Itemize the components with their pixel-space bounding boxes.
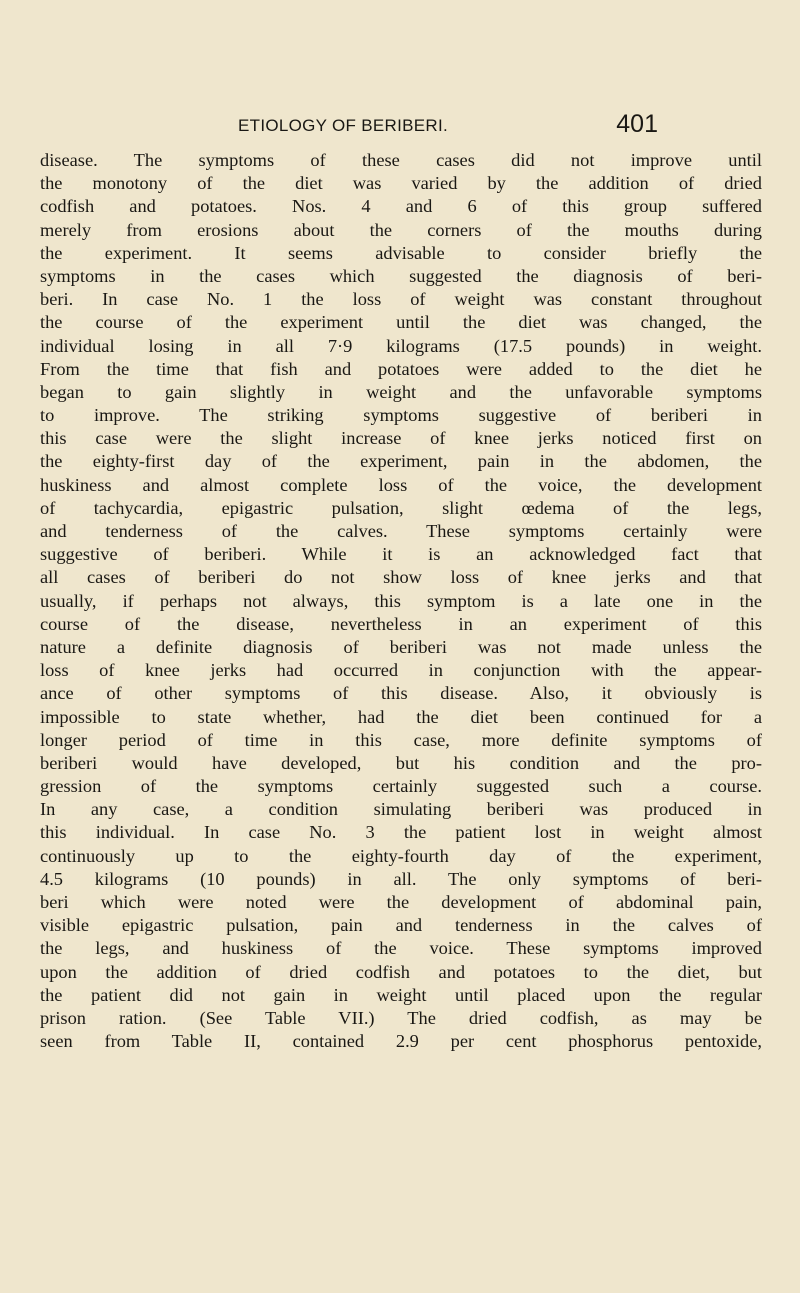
text-line: beri. In case No. 1 the loss of weight was constant throughout	[40, 289, 762, 310]
text-line: codfish and potatoes. Nos. 4 and 6 of this group suffered	[40, 196, 762, 217]
text-line: ance of other symptoms of this disease. Also, it obviously is	[40, 683, 762, 704]
text-line: the course of the experiment until the diet was changed, the	[40, 312, 762, 333]
text-line: the legs, and huskiness of the voice. These symptoms improved	[40, 938, 762, 959]
text-line: merely from erosions about the corners of the mouths during	[40, 219, 762, 240]
text-line: huskiness and almost complete loss of the voice, the development	[40, 474, 762, 495]
text-line: began to gain slightly in weight and the unfavorable symptoms	[40, 381, 762, 402]
text-line: beri which were noted were the development of abdominal pain,	[40, 892, 762, 912]
text-line: longer period of time in this case, more definite symptoms of	[40, 729, 762, 750]
text-line: this individual. In case No. 3 the patient lost in weight almost	[40, 822, 762, 843]
text-line: and tenderness of the calves. These symptoms certainly were	[40, 521, 762, 541]
text-line: usually, if perhaps not always, this symptom is a late one in the	[40, 590, 762, 611]
text-line: this case were the slight increase of knee jerks noticed first on	[40, 428, 762, 449]
text-line: beriberi would have developed, but his condition and the pro-	[40, 752, 762, 773]
text-line: gression of the symptoms certainly suggested such a course.	[40, 776, 762, 797]
text-line: loss of knee jerks had occurred in conjunction with the appear-	[40, 660, 762, 681]
text-line: prison ration. (See Table VII.) The dried codfish, as may be	[40, 1007, 762, 1028]
text-line: individual losing in all 7·9 kilograms (17.5 pounds) in weight.	[40, 335, 762, 356]
text-line: upon the addition of dried codfish and potatoes to the diet, but	[40, 961, 762, 982]
text-line: of tachycardia, epigastric pulsation, slight œdema of the legs,	[40, 497, 762, 518]
text-line: In any case, a condition simulating beriberi was produced in	[40, 799, 762, 820]
text-line: 4.5 kilograms (10 pounds) in all. The only symptoms of beri-	[40, 868, 762, 889]
text-line: visible epigastric pulsation, pain and tenderness in the calves of	[40, 915, 762, 936]
text-line: disease. The symptoms of these cases did not improve until	[40, 150, 762, 170]
running-head	[238, 110, 658, 140]
running-title: ETIOLOGY OF BERIBERI.	[238, 116, 449, 135]
text-line: the monotony of the diet was varied by the addition of dried	[40, 173, 762, 194]
text-line: the patient did not gain in weight until placed upon the regular	[40, 984, 762, 1005]
text-line: From the time that fish and potatoes were added to the diet he	[40, 358, 762, 379]
text-line: the eighty-first day of the experiment, pain in the abdomen, the	[40, 451, 762, 472]
text-line: continuously up to the eighty-fourth day of the experiment,	[40, 845, 762, 866]
page-number: 401	[616, 110, 658, 138]
text-line: the experiment. It seems advisable to consider briefly the	[40, 242, 762, 263]
body-paragraph	[40, 149, 762, 1053]
text-line: course of the disease, nevertheless in an experiment of this	[40, 613, 762, 634]
text-line: suggestive of beriberi. While it is an acknowledged fact that	[40, 544, 762, 565]
text-line: seen from Table II, contained 2.9 per cent phosphorus pentoxide,	[40, 1031, 762, 1052]
text-line: all cases of beriberi do not show loss of knee jerks and that	[40, 567, 762, 588]
text-line: symptoms in the cases which suggested the diagnosis of beri-	[40, 265, 762, 286]
text-line: impossible to state whether, had the diet been continued for a	[40, 706, 762, 727]
text-line: nature a definite diagnosis of beriberi was not made unless the	[40, 636, 762, 657]
text-line: to improve. The striking symptoms suggestive of beriberi in	[40, 405, 762, 426]
